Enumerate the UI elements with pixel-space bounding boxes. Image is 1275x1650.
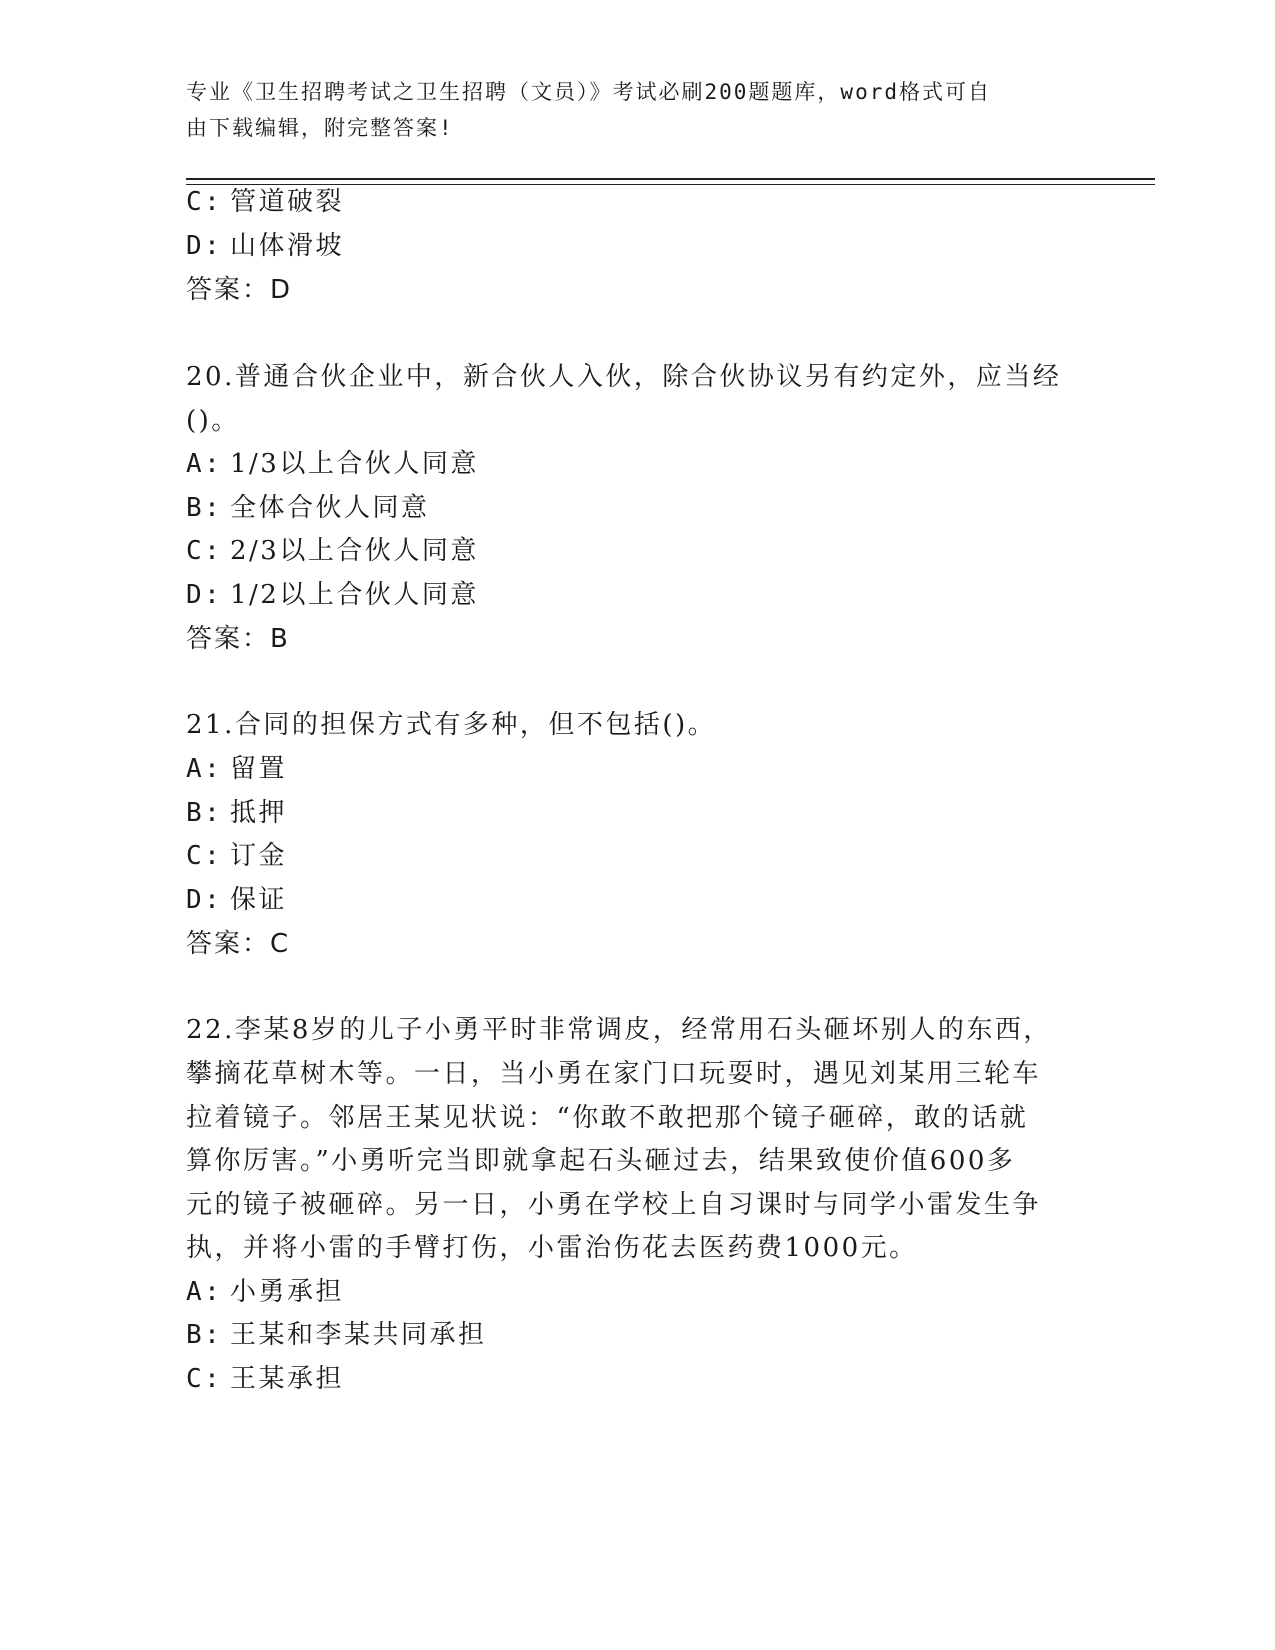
option-text: 保证 [230,885,288,915]
q22-option-a [186,1276,344,1308]
q22-stem-line-6: 执，并将小雷的手臂打伤，小雷治伤花去医药费1000元。 [186,1233,918,1263]
document-header [186,74,1066,146]
option-text: 全体合伙人同意 [230,493,430,523]
option-text: 山体滑坡 [230,231,345,261]
option-text: 小勇承担 [230,1277,345,1307]
q19-option-d [186,230,344,262]
option-label: B: [186,798,223,828]
q20-answer: 答案：B [186,624,290,654]
header-line-2: 由下载编辑，附完整答案! [186,116,454,140]
option-label: A: [186,449,223,479]
option-label: C: [186,841,223,871]
q22-option-b [186,1319,487,1351]
option-text: 1/2以上合伙人同意 [230,580,479,610]
q19-answer: 答案：D [186,275,293,305]
header-divider [186,178,1155,185]
q20-stem-line-1: 20.普通合伙企业中，新合伙人入伙，除合伙协议另有约定外，应当经 [186,362,1062,392]
q19-option-c [186,186,344,218]
q22-option-c [186,1363,344,1395]
q21-stem-line-1: 21.合同的担保方式有多种，但不包括()。 [186,710,717,740]
q21-answer: 答案：C [186,929,291,959]
q21-option-d [186,884,287,916]
option-label: D: [186,885,223,915]
option-label: C: [186,536,223,566]
q22-stem-line-4: 算你厉害。”小勇听完当即就拿起石头砸过去，结果致使价值600多 [186,1146,1016,1176]
option-text: 2/3以上合伙人同意 [230,536,479,566]
q21-option-b [186,797,287,829]
option-label: C: [186,187,223,217]
header-line-1: 专业《卫生招聘考试之卫生招聘（文员）》考试必刷200题题库，word格式可自 [186,80,991,104]
option-label: A: [186,1277,223,1307]
option-label: B: [186,1320,223,1350]
option-text: 抵押 [230,798,288,828]
q20-option-c [186,535,479,567]
option-text: 1/3以上合伙人同意 [230,449,479,479]
q22-stem-line-3: 拉着镜子。邻居王某见状说：“你敢不敢把那个镜子砸碎，敢的话就 [186,1103,1029,1133]
option-label: D: [186,580,223,610]
option-text: 留置 [230,754,288,784]
option-label: D: [186,231,223,261]
option-label: A: [186,754,223,784]
option-text: 王某和李某共同承担 [230,1320,487,1350]
q20-option-b [186,492,430,524]
q20-stem-line-2: ()。 [186,406,240,436]
q22-stem-line-1: 22.李某8岁的儿子小勇平时非常调皮，经常用石头砸坏别人的东西， [186,1015,1052,1045]
option-label: C: [186,1364,223,1394]
q20-option-d [186,579,479,611]
option-text: 管道破裂 [230,187,345,217]
option-text: 订金 [230,841,288,871]
q21-option-c [186,840,287,872]
q20-option-a [186,448,479,480]
q21-option-a [186,753,287,785]
option-label: B: [186,493,223,523]
option-text: 王某承担 [230,1364,345,1394]
q22-stem-line-5: 元的镜子被砸碎。另一日，小勇在学校上自习课时与同学小雷发生争 [186,1190,1042,1220]
q22-stem-line-2: 攀摘花草树木等。一日，当小勇在家门口玩耍时，遇见刘某用三轮车 [186,1059,1042,1089]
